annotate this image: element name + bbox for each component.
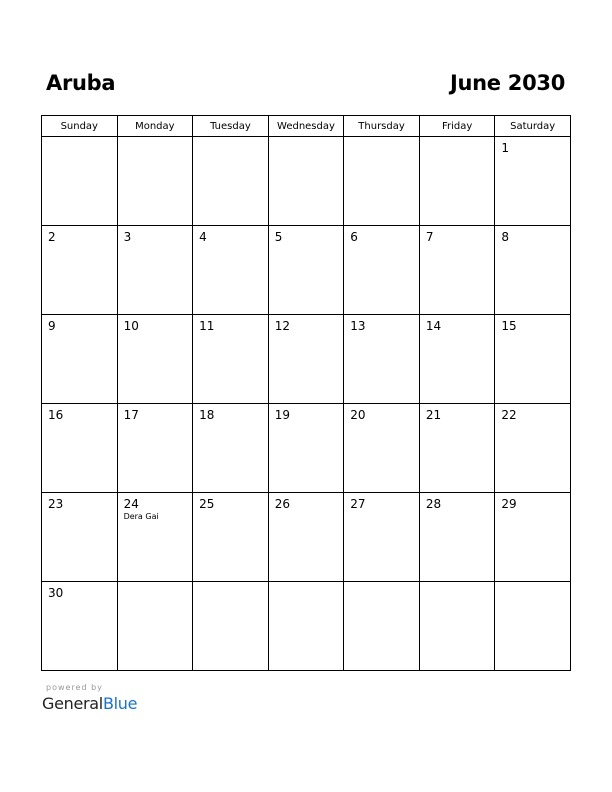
day-cell: [344, 582, 420, 671]
day-number: 17: [123, 408, 139, 422]
day-cell: [117, 315, 193, 404]
day-cell: [268, 582, 344, 671]
week-row: [42, 493, 571, 582]
day-cell: [42, 404, 118, 493]
day-number: 21: [425, 408, 442, 422]
generalblue-logo[interactable]: [42, 694, 137, 713]
day-number: 20: [350, 408, 366, 422]
day-number: 9: [48, 319, 56, 333]
day-cell: [193, 315, 269, 404]
weekday-wednesday: Wednesday: [268, 116, 344, 137]
month-year-title: June 2030: [449, 71, 565, 95]
day-cell: [419, 493, 495, 582]
day-number: 24: [123, 497, 139, 511]
day-cell: [193, 404, 269, 493]
day-number: 4: [199, 230, 207, 244]
weekday-sunday: Sunday: [42, 116, 118, 137]
day-cell: [42, 226, 118, 315]
day-number: 8: [501, 230, 510, 244]
week-row: [42, 582, 571, 671]
country-title: Aruba: [46, 71, 116, 95]
day-number: 27: [350, 497, 366, 511]
day-number: 30: [48, 586, 64, 600]
day-cell: [268, 404, 344, 493]
day-cell: [495, 137, 571, 226]
day-number: 15: [501, 319, 517, 333]
weekday-friday: Friday: [419, 116, 495, 137]
day-cell: [117, 493, 193, 582]
day-cell: [117, 582, 193, 671]
day-cell: [344, 137, 420, 226]
day-cell: [193, 137, 269, 226]
weekday-monday: Monday: [117, 116, 193, 137]
day-cell: [495, 226, 571, 315]
day-number: 14: [425, 319, 442, 333]
day-cell: [419, 137, 495, 226]
day-cell: [268, 493, 344, 582]
day-cell: [42, 315, 118, 404]
day-cell: [117, 137, 193, 226]
day-number: 3: [123, 230, 132, 244]
day-cell: [193, 226, 269, 315]
day-cell: [495, 582, 571, 671]
day-number: 7: [425, 230, 434, 244]
day-number: 10: [123, 319, 139, 333]
day-cell: [419, 315, 495, 404]
day-number: 5: [274, 230, 283, 244]
weekday-thursday: Thursday: [344, 116, 420, 137]
day-cell: [268, 315, 344, 404]
day-cell: [344, 404, 420, 493]
day-cell: [42, 493, 118, 582]
day-number: 22: [501, 408, 517, 422]
day-number: 18: [199, 408, 215, 422]
day-cell: [495, 404, 571, 493]
day-number: 19: [274, 408, 290, 422]
day-cell: [42, 582, 118, 671]
holiday-label: Dera Gai: [123, 512, 159, 521]
day-number: 23: [48, 497, 64, 511]
day-cell: [117, 404, 193, 493]
day-cell: [495, 315, 571, 404]
day-cell: [268, 137, 344, 226]
day-number: 16: [48, 408, 64, 422]
day-number: 29: [501, 497, 517, 511]
day-number: 25: [199, 497, 215, 511]
week-row: [42, 137, 571, 226]
day-number: 2: [48, 230, 56, 244]
day-cell: [117, 226, 193, 315]
day-number: 11: [199, 319, 215, 333]
day-cell: [419, 226, 495, 315]
day-cell: [344, 315, 420, 404]
week-row: [42, 315, 571, 404]
calendar-grid: [41, 115, 571, 671]
day-cell: [495, 493, 571, 582]
day-number: 28: [425, 497, 442, 511]
day-number: 1: [501, 141, 510, 155]
day-cell: [42, 137, 118, 226]
weekday-saturday: Saturday: [495, 116, 571, 137]
day-cell: [419, 404, 495, 493]
day-number: 12: [274, 319, 290, 333]
day-cell: [419, 582, 495, 671]
day-number: 6: [350, 230, 358, 244]
brand-part-general: General: [42, 694, 103, 713]
week-row: [42, 226, 571, 315]
day-number: 26: [274, 497, 290, 511]
day-cell: [193, 582, 269, 671]
week-row: [42, 404, 571, 493]
day-number: 13: [350, 319, 366, 333]
weekday-tuesday: Tuesday: [193, 116, 269, 137]
powered-by-text: powered by: [46, 683, 103, 692]
day-cell: [193, 493, 269, 582]
day-cell: [344, 493, 420, 582]
brand-part-blue: Blue: [102, 694, 138, 713]
day-cell: [268, 226, 344, 315]
weekday-header-row: [42, 116, 571, 137]
day-cell: [344, 226, 420, 315]
